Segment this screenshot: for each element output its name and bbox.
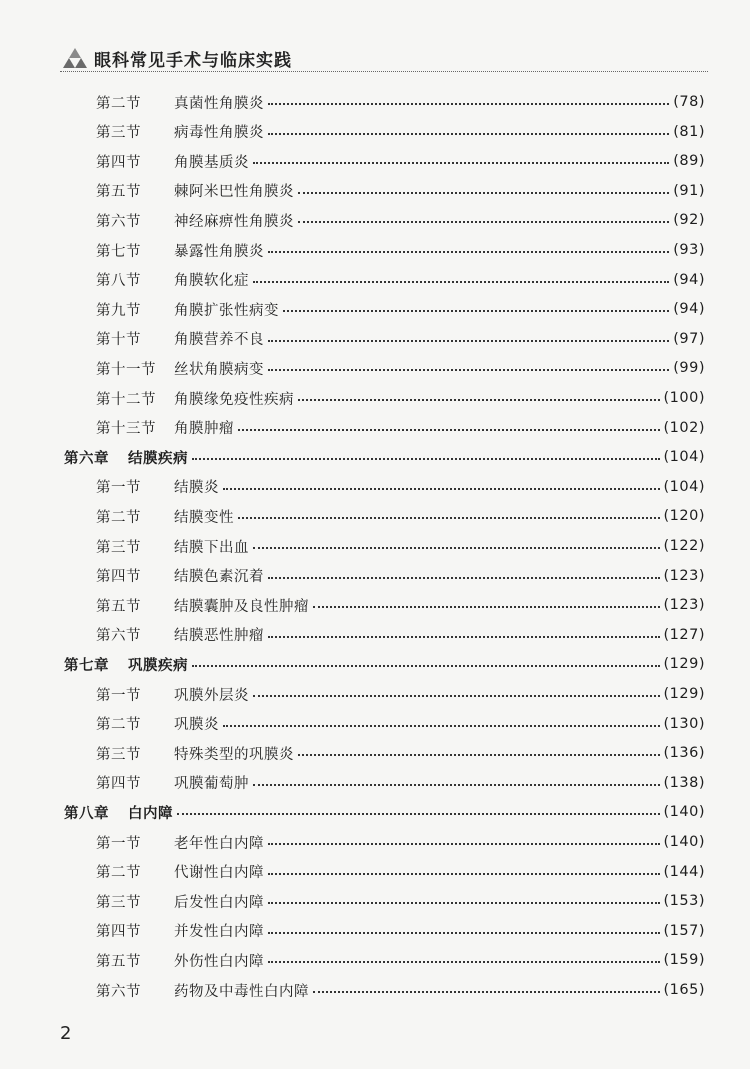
toc-entry-page: (100): [663, 390, 705, 406]
toc-entry-page: (165): [663, 982, 705, 998]
dot-leader: [192, 665, 660, 667]
toc-entry-title: 病毒性角膜炎: [174, 125, 264, 142]
dot-leader: [253, 281, 669, 283]
dot-leader: [268, 873, 660, 875]
toc-entry-title: 棘阿米巴性角膜炎: [174, 184, 294, 201]
toc-entry-page: (130): [663, 715, 705, 732]
toc-section-entry[interactable]: [96, 534, 705, 558]
toc-entry-title: 外伤性白内障: [174, 953, 264, 970]
dot-leader: [238, 429, 660, 431]
toc-section-entry[interactable]: [96, 149, 705, 173]
dot-leader: [298, 192, 669, 194]
toc-entry-title: 巩膜炎: [174, 717, 219, 734]
toc-entry-page: (104): [663, 449, 705, 466]
dot-leader: [238, 517, 660, 519]
toc-entry-title: 巩膜外层炎: [174, 687, 249, 704]
toc-section-entry[interactable]: [96, 712, 705, 736]
dot-leader: [298, 754, 660, 756]
toc-entry-label: 第十节: [96, 332, 141, 349]
toc-entry-label: 第八章: [64, 805, 109, 822]
toc-entry-page: (153): [663, 893, 705, 910]
toc-entry-label: 第二节: [96, 865, 141, 882]
toc-entry-page: (93): [673, 242, 705, 258]
toc-entry-title: 白内障: [128, 805, 173, 822]
dot-leader: [313, 991, 660, 993]
toc-entry-page: (94): [673, 271, 705, 288]
toc-entry-page: (129): [663, 656, 705, 673]
toc-entry-label: 第十二节: [96, 391, 156, 408]
toc-entry-page: (122): [663, 538, 705, 554]
toc-section-entry[interactable]: [96, 208, 705, 232]
dot-leader: [253, 784, 660, 786]
dot-leader: [268, 103, 669, 105]
toc-entry-title: 药物及中毒性白内障: [174, 983, 309, 1000]
toc-entry-label: 第六节: [96, 213, 141, 230]
toc-section-entry[interactable]: [96, 564, 705, 588]
dot-leader: [268, 340, 669, 342]
dot-leader: [223, 488, 660, 490]
toc-entry-label: 第三节: [96, 125, 141, 142]
toc-section-entry[interactable]: [96, 623, 705, 647]
toc-chapter-entry[interactable]: [64, 445, 705, 469]
toc-entry-page: (157): [663, 922, 705, 939]
toc-entry-label: 第二节: [96, 717, 141, 734]
toc-entry-label: 第六节: [96, 628, 141, 645]
toc-chapter-entry[interactable]: [64, 800, 705, 824]
toc-entry-label: 第五节: [96, 953, 141, 970]
toc-entry-page: (140): [663, 834, 705, 850]
toc-section-entry[interactable]: [96, 889, 705, 913]
toc-entry-label: 第四节: [96, 569, 141, 586]
toc-section-entry[interactable]: [96, 356, 705, 380]
toc-section-entry[interactable]: [96, 593, 705, 617]
toc-entry-title: 暴露性角膜炎: [174, 243, 264, 260]
toc-entry-title: 特殊类型的巩膜炎: [174, 746, 294, 763]
toc-entry-label: 第十一节: [96, 361, 156, 378]
toc-entry-label: 第三节: [96, 746, 141, 763]
toc-section-entry[interactable]: [96, 830, 705, 854]
dot-leader: [268, 133, 669, 135]
dot-leader: [313, 606, 660, 608]
toc-entry-label: 第三节: [96, 539, 141, 556]
toc-section-entry[interactable]: [96, 919, 705, 943]
header-divider: [60, 71, 708, 72]
dot-leader: [268, 369, 669, 371]
triangle-logo-icon: [62, 47, 88, 69]
book-title: 眼科常见手术与临床实践: [94, 51, 292, 71]
dot-leader: [298, 399, 660, 401]
toc-entry-page: (120): [663, 508, 705, 525]
toc-entry-page: (81): [673, 123, 705, 140]
toc-entry-title: 结膜色素沉着: [174, 569, 264, 586]
toc-chapter-entry[interactable]: [64, 652, 705, 676]
toc-entry-label: 第三节: [96, 894, 141, 911]
toc-entry-title: 角膜缘免疫性疾病: [174, 391, 294, 408]
toc-entry-title: 巩膜葡萄肿: [174, 776, 249, 793]
toc-entry-page: (123): [663, 567, 705, 584]
dot-leader: [177, 813, 660, 815]
toc-section-entry[interactable]: [96, 179, 705, 203]
toc-entry-title: 巩膜疾病: [128, 657, 188, 674]
toc-entry-label: 第一节: [96, 835, 141, 852]
toc-entry-title: 代谢性白内障: [174, 865, 264, 882]
toc-section-entry[interactable]: [96, 327, 705, 351]
toc-entry-label: 第九节: [96, 302, 141, 319]
toc-section-entry[interactable]: [96, 504, 705, 528]
toc-entry-page: (97): [673, 330, 705, 347]
toc-section-entry[interactable]: [96, 948, 705, 972]
toc-section-entry[interactable]: [96, 771, 705, 795]
dot-leader: [298, 221, 669, 223]
dot-leader: [192, 458, 660, 460]
toc-entry-page: (104): [663, 478, 705, 495]
toc-entry-page: (127): [663, 626, 705, 643]
toc-entry-title: 并发性白内障: [174, 924, 264, 941]
dot-leader: [268, 961, 660, 963]
toc-entry-page: (91): [673, 182, 705, 199]
dot-leader: [283, 310, 669, 312]
toc-entry-page: (99): [673, 360, 705, 377]
toc-entry-label: 第四节: [96, 776, 141, 793]
dot-leader: [268, 932, 660, 934]
toc-section-entry[interactable]: [96, 475, 705, 499]
toc-entry-label: 第八节: [96, 273, 141, 290]
toc-entry-title: 角膜基质炎: [174, 154, 249, 171]
toc-entry-page: (89): [673, 153, 705, 170]
toc-section-entry[interactable]: [96, 120, 705, 144]
toc-entry-label: 第四节: [96, 154, 141, 171]
toc-entry-title: 结膜变性: [174, 509, 234, 526]
toc-entry-page: (129): [663, 686, 705, 702]
toc-section-entry[interactable]: [96, 238, 705, 262]
dot-leader: [223, 725, 660, 727]
toc-entry-page: (92): [673, 212, 705, 229]
toc-section-entry[interactable]: [96, 297, 705, 321]
toc-entry-page: (159): [663, 952, 705, 969]
toc-entry-label: 第七章: [64, 657, 109, 674]
toc-section-entry[interactable]: [96, 268, 705, 292]
dot-leader: [268, 636, 660, 638]
toc-section-entry[interactable]: [96, 416, 705, 440]
toc-section-entry[interactable]: [96, 682, 705, 706]
toc-entry-title: 结膜炎: [174, 480, 219, 497]
toc-entry-title: 后发性白内障: [174, 894, 264, 911]
toc-entry-label: 第六章: [64, 450, 109, 467]
toc-entry-label: 第二节: [96, 509, 141, 526]
toc-entry-label: 第四节: [96, 924, 141, 941]
toc-entry-title: 角膜软化症: [174, 273, 249, 290]
toc-entry-title: 角膜肿瘤: [174, 421, 234, 438]
toc-entry-title: 角膜营养不良: [174, 332, 264, 349]
toc-entry-title: 结膜疾病: [128, 450, 188, 467]
toc-entry-title: 结膜下出血: [174, 539, 249, 556]
dot-leader: [253, 547, 660, 549]
toc-entry-label: 第六节: [96, 983, 141, 1000]
dot-leader: [268, 251, 669, 253]
toc-entry-title: 神经麻痹性角膜炎: [174, 213, 294, 230]
toc-entry-page: (94): [673, 301, 705, 318]
toc-entry-title: 真菌性角膜炎: [174, 95, 264, 112]
dot-leader: [268, 577, 660, 579]
toc-entry-label: 第一节: [96, 480, 141, 497]
toc-entry-label: 第五节: [96, 598, 141, 615]
toc-entry-page: (144): [663, 863, 705, 880]
toc-entry-label: 第一节: [96, 687, 141, 704]
dot-leader: [253, 695, 660, 697]
toc-entry-title: 结膜恶性肿瘤: [174, 628, 264, 645]
dot-leader: [268, 843, 660, 845]
toc-entry-page: (102): [663, 419, 705, 436]
toc-entry-label: 第七节: [96, 243, 141, 260]
dot-leader: [268, 902, 660, 904]
toc-entry-label: 第十三节: [96, 421, 156, 438]
toc-entry-title: 老年性白内障: [174, 835, 264, 852]
toc-entry-title: 丝状角膜病变: [174, 361, 264, 378]
toc-section-entry[interactable]: [96, 741, 705, 765]
toc-section-entry[interactable]: [96, 978, 705, 1002]
toc-entry-page: (136): [663, 745, 705, 762]
toc-entry-title: 结膜囊肿及良性肿瘤: [174, 598, 309, 615]
toc-section-entry[interactable]: [96, 90, 705, 114]
toc-entry-title: 角膜扩张性病变: [174, 302, 279, 319]
dot-leader: [253, 162, 669, 164]
toc-section-entry[interactable]: [96, 386, 705, 410]
page-number: 2: [60, 1023, 72, 1044]
toc-entry-page: (140): [663, 804, 705, 821]
toc-entry-label: 第五节: [96, 184, 141, 201]
toc-section-entry[interactable]: [96, 860, 705, 884]
toc-entry-label: 第二节: [96, 95, 141, 112]
toc-entry-page: (138): [663, 774, 705, 791]
toc-entry-page: (123): [663, 597, 705, 614]
running-header: [60, 40, 708, 74]
toc-entry-page: (78): [673, 94, 705, 110]
